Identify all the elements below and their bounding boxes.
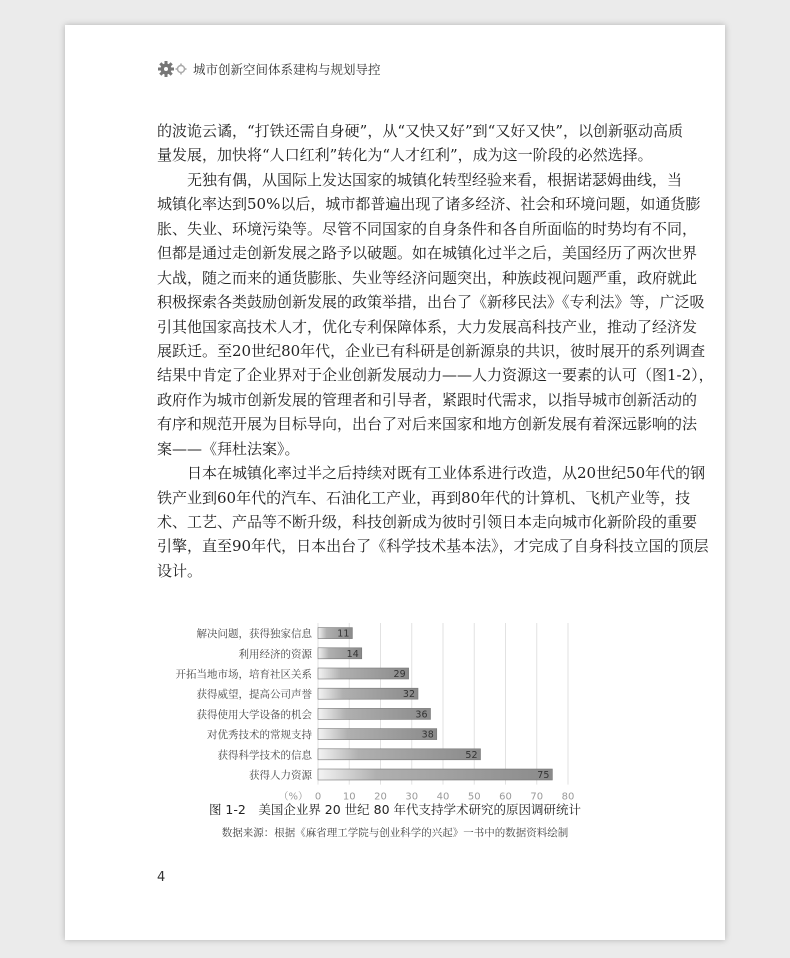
bar-value-label: 52 — [465, 749, 478, 761]
bar — [318, 749, 481, 760]
text-line: 但都是通过走创新发展之路予以破题。如在城镇化过半之后，美国经历了两次世界 — [157, 244, 698, 263]
category-label: 利用经济的资源 — [238, 648, 312, 661]
text-line: 展跃迁。至20世纪80年代，企业已有科研是创新源泉的共识，彼时展开的系列调查 — [157, 341, 706, 360]
category-label: 获得使用大学设备的机会 — [196, 708, 312, 721]
category-label: 获得威望，提高公司声誉 — [196, 688, 312, 701]
text-line: 大战，随之而来的通货膨胀、失业等经济问题突出，种族歧视问题严重，政府就此 — [157, 268, 698, 287]
text-line: 积极探索各类鼓励创新发展的政策举措，出台了《新移民法》《专利法》等，广泛吸 — [157, 293, 705, 312]
bar-value-label: 11 — [337, 628, 350, 640]
bar-chart — [65, 615, 725, 803]
x-tick-label: 60 — [499, 791, 512, 803]
figure-source: 数据来源：根据《麻省理工学院与创业科学的兴起》一书中的数据资料绘制 — [221, 827, 569, 839]
category-label: 开拓当地市场，培育社区关系 — [175, 668, 312, 681]
running-header — [157, 60, 381, 78]
x-tick-label: 10 — [342, 791, 356, 803]
bar-value-label: 36 — [415, 709, 428, 721]
bar-value-label: 14 — [346, 648, 359, 660]
gears-icon — [157, 60, 187, 78]
bar — [318, 708, 431, 719]
category-label: 对优秀技术的常规支持 — [207, 729, 312, 742]
text-line: 胀、失业、环境污染等。尽管不同国家的自身条件和各自所面临的时势均有不同， — [157, 219, 698, 238]
page-number: 4 — [157, 870, 166, 885]
bar-value-label: 38 — [421, 729, 434, 741]
category-label: 获得人力资源 — [249, 769, 312, 782]
text-line: 有序和规范开展为目标导向，出台了对后来国家和地方创新发展有着深远影响的法 — [157, 415, 698, 434]
text-line: 设计。 — [157, 561, 203, 580]
text-line: 城镇化率达到50%以后，城市都普遍出现了诸多经济、社会和环境问题，如通货膨 — [157, 195, 701, 214]
x-axis-unit-label: （%） — [278, 791, 308, 803]
category-label: 解决问题，获得独家信息 — [196, 628, 312, 641]
book-title: 城市创新空间体系建构与规划导控 — [193, 62, 381, 77]
x-tick-label: 70 — [530, 791, 544, 803]
text-line: 铁产业到60年代的汽车、石油化工产业，再到80年代的计算机、飞机产业等，技 — [157, 488, 691, 507]
x-tick-label: 50 — [467, 791, 481, 803]
text-line: 案——《拜杜法案》。 — [157, 439, 300, 458]
bar — [318, 729, 437, 740]
x-tick-label: 20 — [374, 791, 387, 803]
text-line: 结果中肯定了企业界对于企业创新发展动力——人力资源这一要素的认可（图1-2）， — [157, 366, 714, 385]
bar-value-label: 75 — [537, 770, 550, 781]
text-line: 术、工艺、产品等不断升级，科技创新成为彼时引领日本走向城市化新阶段的重要 — [157, 513, 698, 531]
text-line: 引擎，直至90年代，日本出台了《科学技术基本法》，才完成了自身科技立国的顶层 — [157, 537, 709, 556]
x-tick-label: 30 — [405, 791, 419, 803]
text-line: 的波诡云谲，“打铁还需自身硬”，从“又快又好”到“又好又快”，以创新驱动高质 — [157, 122, 684, 140]
bar-value-label: 32 — [402, 689, 415, 701]
document-page — [65, 25, 725, 940]
x-tick-label: 0 — [314, 791, 322, 803]
category-label: 获得科学技术的信息 — [217, 749, 312, 762]
body-text — [157, 119, 714, 583]
figure-caption: 图 1-2 美国企业界 20 世纪 80 年代支持学术研究的原因调研统计 — [208, 802, 582, 817]
text-line: 政府作为城市创新发展的管理者和引导者，紧跟时代需求，以指导城市创新活动的 — [157, 390, 698, 409]
text-line: 无独有偶，从国际上发达国家的城镇化转型经验来看，根据诺瑟姆曲线，当 — [187, 170, 683, 189]
text-line: 日本在城镇化率过半之后持续对既有工业体系进行改造，从20世纪50年代的钢 — [187, 464, 706, 483]
text-line: 量发展，加快将“人口红利”转化为“人才红利”，成为这一阶段的必然选择。 — [157, 146, 653, 165]
bar — [318, 769, 552, 780]
x-tick-label: 80 — [561, 791, 575, 803]
bar-value-label: 29 — [393, 669, 406, 680]
x-tick-label: 40 — [436, 791, 450, 803]
text-line: 引其他国家高技术人才，优化专利保障体系，大力发展高科技产业，推动了经济发 — [157, 317, 698, 336]
